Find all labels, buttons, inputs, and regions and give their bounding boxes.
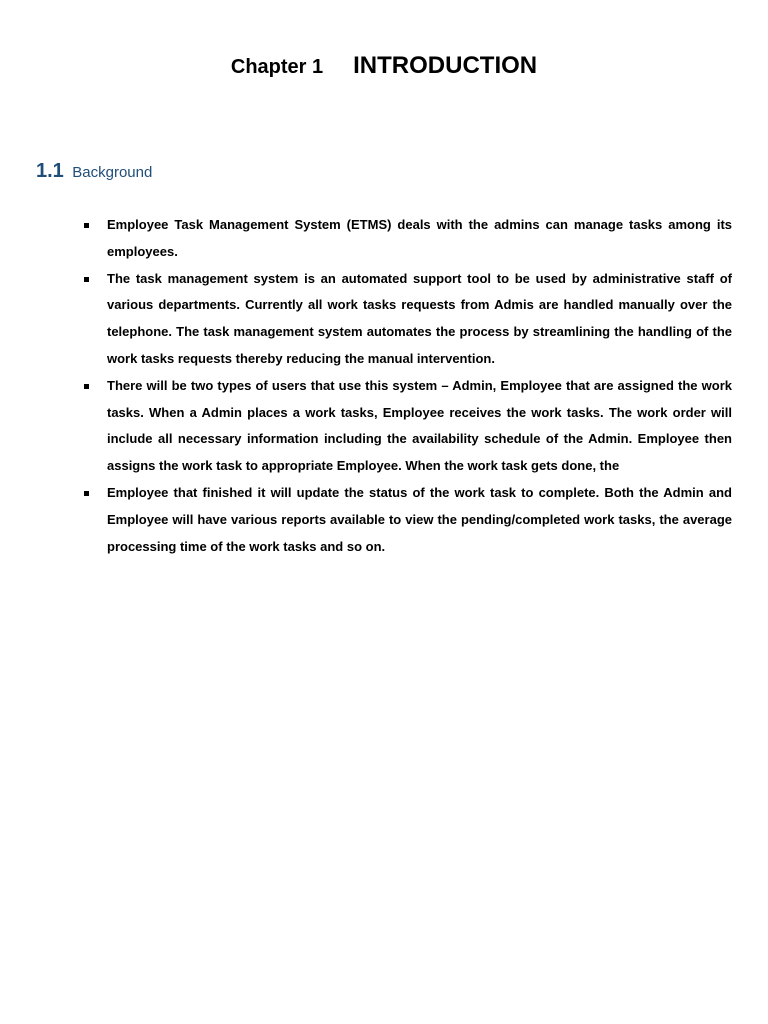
bullet-item [84,480,732,560]
section-title: Background [72,164,153,181]
bullet-item [84,373,732,480]
bullet-text: There will be two types of users that use this system – Admin, Employee that are assigned the work tasks. When a Admin places a work tasks, Employee receives the work tasks. The work order will include all necessary information including the availability schedule of the Admin. Employee then assigns the work task to appropriate Employee. When the work task gets done, the [107,377,732,474]
bullet-text: Employee that finished it will update the status of the work task to complete. Both the Admin and Employee will have various reports available to view the pending/completed work tasks, the average processing time of the work tasks and so on. [107,484,732,554]
section-heading [36,160,152,183]
bullet-item [84,266,732,373]
square-bullet-icon [84,223,89,228]
chapter-heading [0,52,768,80]
chapter-title: INTRODUCTION [353,52,538,79]
bullet-text: The task management system is an automated support tool to be used by administrative staff of various departments. Currently all work tasks requests from Admis are handled manually over the telephone. The task management system automates the process by streamlining the handling of the work tasks requests thereby reducing the manual intervention. [107,270,732,366]
chapter-label: Chapter 1 [230,56,324,78]
square-bullet-icon [84,384,89,389]
section-number: 1.1 [36,160,64,182]
bullet-text: Employee Task Management System (ETMS) deals with the admins can manage tasks among its employees. [107,217,732,259]
square-bullet-icon [84,491,89,496]
bullet-item [84,212,732,266]
bullet-list [84,212,732,560]
square-bullet-icon [84,277,89,282]
